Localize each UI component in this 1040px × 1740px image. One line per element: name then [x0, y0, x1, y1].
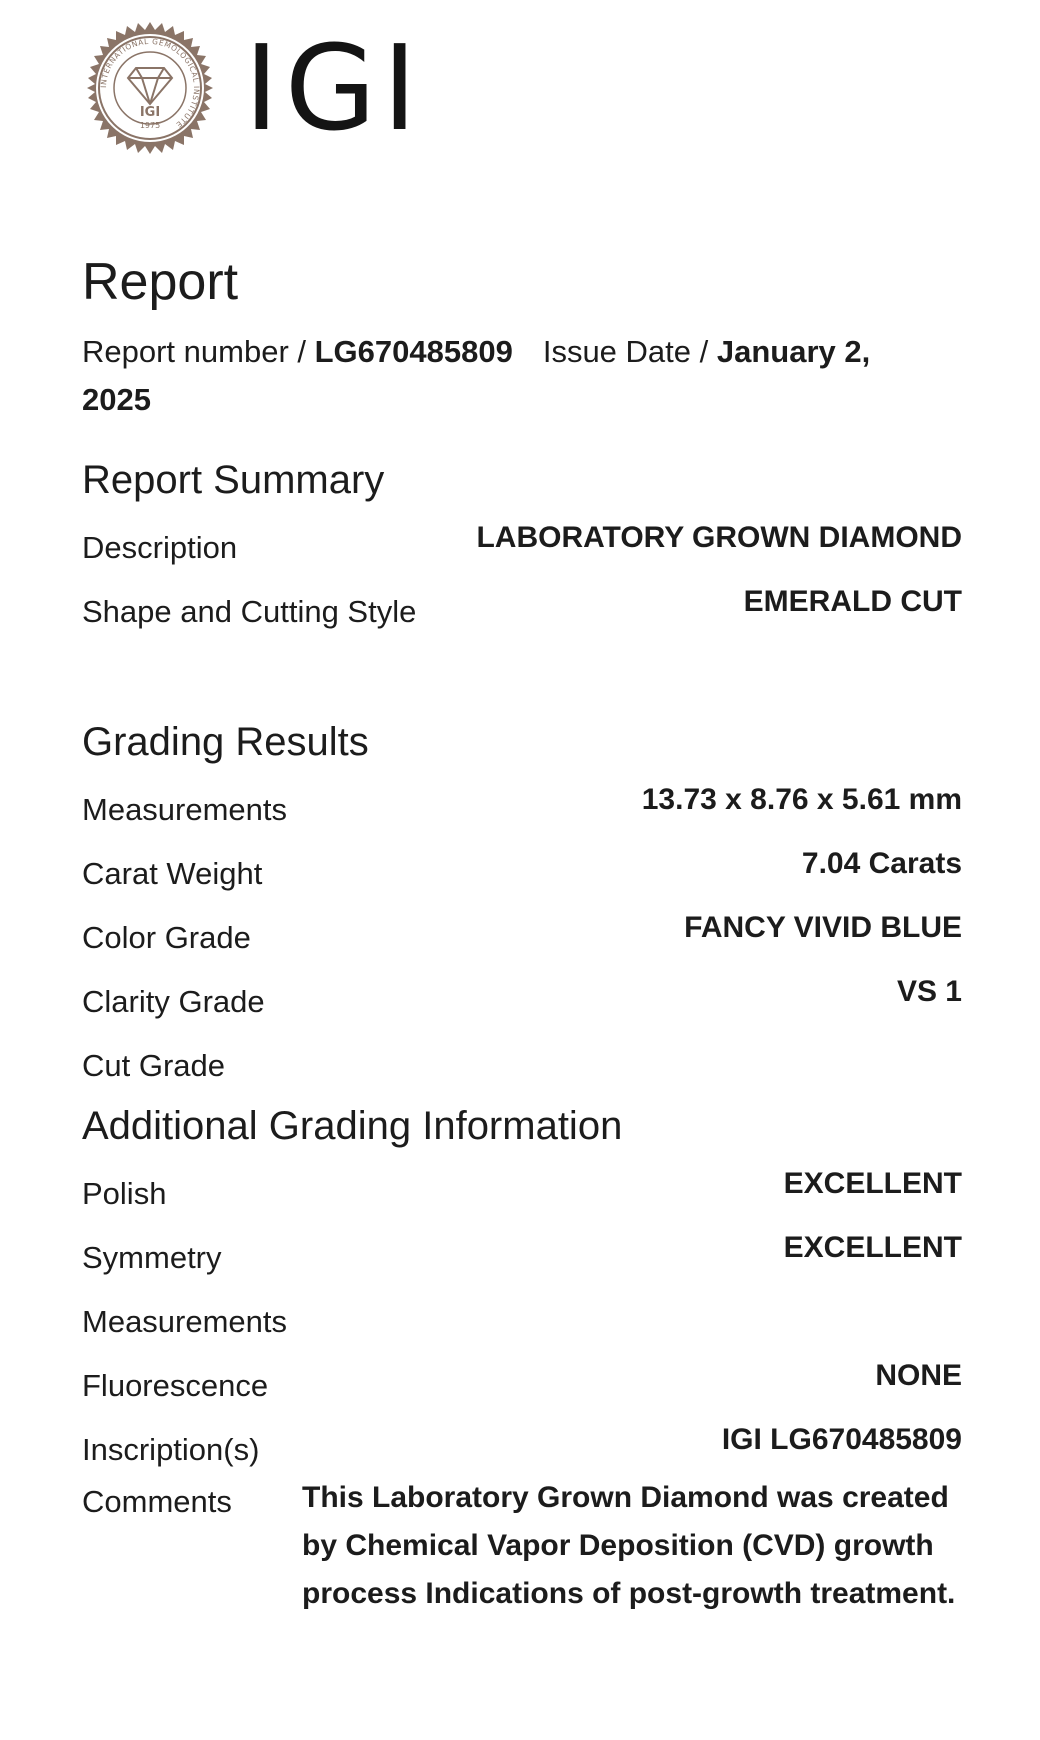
row-label: Measurements: [82, 792, 288, 827]
issue-date-label: Issue Date /: [542, 334, 717, 369]
row-label: Shape and Cutting Style: [82, 594, 417, 629]
additional-row-measurements: [82, 1292, 962, 1342]
additional-row-comments: [82, 1474, 962, 1618]
row-label: Clarity Grade: [82, 984, 265, 1019]
svg-text:1975: 1975: [139, 121, 161, 130]
additional-row-fluorescence: [82, 1356, 962, 1406]
report-number: LG670485809: [314, 334, 513, 369]
additional-grading-heading: Additional Grading Information: [82, 1104, 623, 1148]
row-value: EMERALD CUT: [743, 585, 962, 618]
row-value: EXCELLENT: [783, 1167, 962, 1200]
brand-header: [82, 20, 423, 156]
row-value: LABORATORY GROWN DIAMOND: [476, 521, 962, 554]
grading-results-heading: Grading Results: [82, 720, 369, 764]
report-content: [82, 250, 962, 1618]
svg-text:INTERNATIONAL GEMOLOGICAL INST: INTERNATIONAL GEMOLOGICAL INSTITUTE: [98, 36, 202, 130]
issue-date: January 2, 2025: [82, 334, 871, 417]
row-label: Symmetry: [82, 1240, 222, 1275]
row-label: Inscription(s): [82, 1432, 260, 1467]
row-value: 13.73 x 8.76 x 5.61 mm: [641, 783, 962, 816]
additional-row-symmetry: [82, 1228, 962, 1278]
comments-value: This Laboratory Grown Diamond was created by Chemical Vapor Deposition (CVD) growth process Indications of post-growth treatment.: [302, 1481, 956, 1610]
report-meta: [82, 328, 912, 424]
grading-row-carat: [82, 844, 962, 894]
row-value: EXCELLENT: [783, 1231, 962, 1264]
row-label: Description: [82, 530, 238, 565]
row-label: Carat Weight: [82, 856, 263, 891]
additional-row-polish: [82, 1164, 962, 1214]
brand-logo-text: IGI: [244, 19, 424, 157]
page-title: Report: [82, 253, 239, 311]
summary-row-description: [82, 518, 962, 568]
row-label: Measurements: [82, 1304, 288, 1339]
row-value: FANCY VIVID BLUE: [684, 911, 962, 944]
report-summary-heading: Report Summary: [82, 458, 385, 502]
grading-row-clarity: [82, 972, 962, 1022]
grading-row-color: [82, 908, 962, 958]
grading-row-cut: [82, 1036, 962, 1086]
row-value: VS 1: [896, 975, 962, 1008]
summary-row-shape: [82, 582, 962, 632]
row-label: Color Grade: [82, 920, 251, 955]
row-label: Fluorescence: [82, 1368, 269, 1403]
row-value: 7.04 Carats: [801, 847, 962, 880]
svg-text:IGI: IGI: [139, 105, 161, 120]
grading-row-measurements: [82, 780, 962, 830]
row-value: NONE: [875, 1359, 962, 1392]
row-value: IGI LG670485809: [721, 1423, 962, 1456]
comments-label: Comments: [82, 1484, 232, 1519]
igi-seal-icon: [82, 20, 218, 156]
row-label: Polish: [82, 1176, 167, 1211]
report-number-label: Report number /: [82, 334, 315, 369]
row-label: Cut Grade: [82, 1048, 226, 1083]
additional-row-inscription: [82, 1420, 962, 1470]
